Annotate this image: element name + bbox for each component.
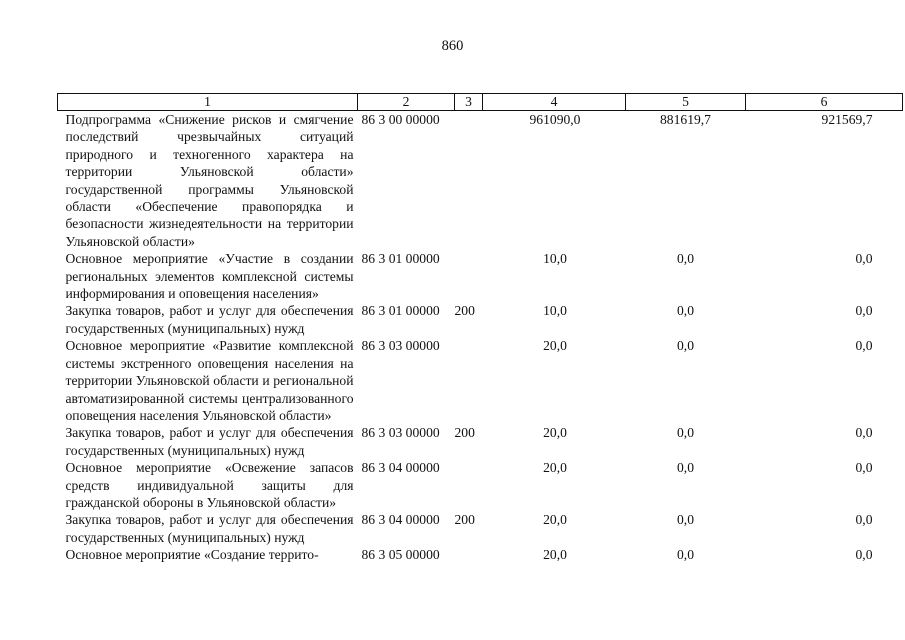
row-code: 86 3 01 00000: [361, 303, 440, 319]
table-row: [58, 424, 903, 459]
table-row: [58, 302, 903, 337]
row-name: Закупка товаров, работ и услуг для обеспечения государственных (муниципальных) нужд: [65, 425, 354, 458]
row-name: Закупка товаров, работ и услуг для обеспечения государственных (муниципальных) нужд: [65, 512, 354, 545]
row-name: Основное мероприятие «Участие в создании региональных элементов комплексной системы информирования и оповещения населения»: [65, 251, 354, 302]
row-expense-type: [455, 337, 483, 424]
row-code: 86 3 00 00000: [361, 112, 440, 127]
header-col-6: 6: [746, 94, 903, 111]
row-code: 86 3 04 00000: [361, 460, 440, 476]
table-row: [58, 459, 903, 511]
row-value-4: 20,0: [543, 460, 567, 476]
row-value-6: 0,0: [855, 460, 873, 476]
row-value-6: 0,0: [855, 338, 873, 354]
table-row: [58, 250, 903, 302]
row-name: Основное мероприятие «Освежение запасов средств индивидуальной защиты для гражданской обороны в Ульяновской области»: [65, 460, 354, 510]
row-code: 86 3 03 00000: [361, 338, 440, 354]
header-col-5: 5: [626, 94, 746, 111]
row-expense-type: [455, 459, 483, 511]
row-value-6: 0,0: [855, 547, 873, 563]
row-expense-type: [455, 111, 483, 251]
row-code: 86 3 03 00000: [361, 425, 440, 441]
row-value-5: 0,0: [677, 425, 694, 441]
header-col-4: 4: [483, 94, 626, 111]
row-expense-type: 200: [454, 512, 475, 528]
row-value-5: 0,0: [677, 460, 694, 476]
row-name: Подпрограмма «Снижение рисков и смягчение последствий чрезвычайных ситуаций природного и техногенного характера на территории Ульяновской области» государственной программы Ульяновской области «Обеспечение правопорядка и безопасности жизнедеятельности на территории Ульяновской области»: [65, 112, 354, 249]
row-value-6: 921569,7: [821, 112, 873, 127]
row-code: 86 3 01 00000: [361, 251, 440, 267]
row-value-5: 0,0: [677, 547, 694, 563]
row-value-6: 0,0: [855, 425, 873, 441]
row-value-4: 10,0: [543, 303, 567, 319]
row-value-4: 961090,0: [529, 112, 581, 127]
table-row: [58, 546, 903, 563]
row-value-5: 0,0: [677, 303, 694, 319]
table-row: [58, 111, 903, 251]
row-value-4: 20,0: [543, 425, 567, 441]
row-value-4: 20,0: [543, 512, 567, 528]
row-code: 86 3 04 00000: [361, 512, 440, 528]
header-col-1: 1: [58, 94, 358, 111]
row-expense-type: [455, 546, 483, 563]
row-expense-type: [455, 250, 483, 302]
budget-table: [57, 93, 903, 564]
row-name: Основное мероприятие «Развитие комплексной системы экстренного оповещения населения на территории Ульяновской области и региональной автоматизированной системы централизованного оповещения населения Ульяновской области»: [65, 338, 354, 423]
row-value-5: 0,0: [677, 338, 694, 354]
row-value-5: 881619,7: [660, 112, 711, 127]
row-value-5: 0,0: [677, 251, 694, 267]
row-value-5: 0,0: [677, 512, 694, 528]
table-row: [58, 511, 903, 546]
row-value-6: 0,0: [855, 303, 873, 319]
row-value-4: 20,0: [543, 338, 567, 354]
row-expense-type: 200: [454, 425, 475, 441]
row-value-6: 0,0: [855, 512, 873, 528]
header-col-2: 2: [358, 94, 455, 111]
table-row: [58, 337, 903, 424]
header-row: [58, 94, 903, 111]
row-name: Закупка товаров, работ и услуг для обеспечения государственных (муниципальных) нужд: [65, 303, 354, 336]
row-code: 86 3 05 00000: [361, 547, 440, 563]
row-value-4: 20,0: [543, 547, 567, 563]
row-name: Основное мероприятие «Создание террито-: [65, 547, 319, 563]
header-col-3: 3: [455, 94, 483, 111]
page-number: 860: [441, 38, 464, 54]
row-value-4: 10,0: [543, 251, 567, 267]
row-value-6: 0,0: [855, 251, 873, 267]
row-expense-type: 200: [454, 303, 475, 319]
